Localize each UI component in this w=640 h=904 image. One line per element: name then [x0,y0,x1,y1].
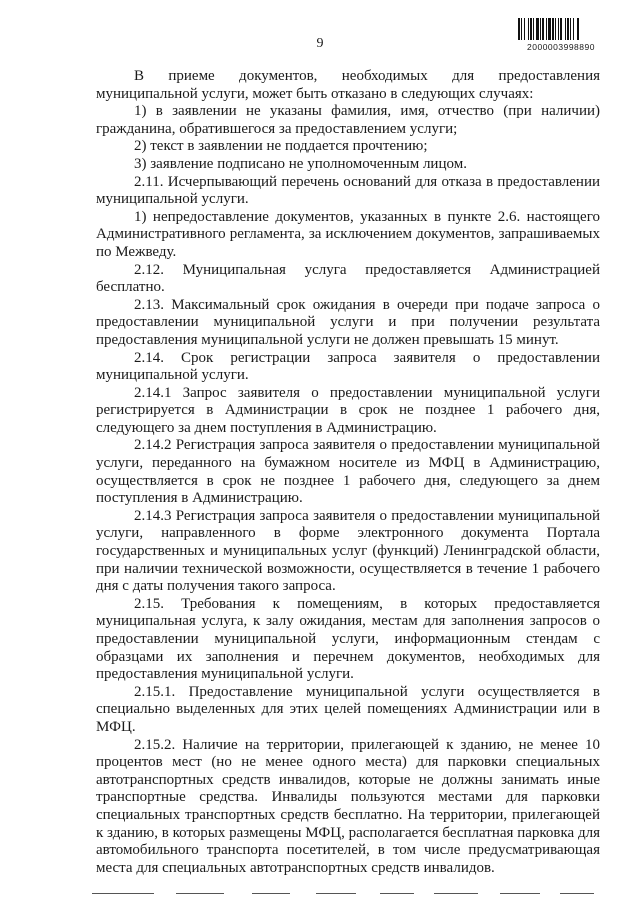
paragraph-2-11-item-1: 1) непредоставление документов, указанных в пункте 2.6. настоящего Административного регламента, за исключением документов, запрашиваемых по Межведу. [96,208,600,260]
footer-mark [500,893,540,894]
footer-mark [92,893,154,894]
paragraph-2-14-3: 2.14.3 Регистрация запроса заявителя о предоставлении муниципальной услуги, направленного в форме электронного документа Портала государственных и муниципальных услуг (функций) Ленинградской области, при наличии технической возможности, осуществляется в течение 1 рабочего дня с даты получения такого запроса. [96,507,600,595]
document-body [96,68,600,877]
paragraph-2-14: 2.14. Срок регистрации запроса заявителя о предоставлении муниципальной услуги. [96,349,600,384]
barcode [518,18,604,60]
paragraph-2-15-1: 2.15.1. Предоставление муниципальной услуги осуществляется в специально выделенных для этих целей помещениях Администрации или в МФЦ. [96,683,600,735]
barcode-bars [518,18,604,40]
list-item-2: 2) текст в заявлении не поддается прочтению; [134,138,428,155]
page-number: 9 [316,36,324,51]
barcode-number: 2000003998890 [527,42,595,52]
footer-mark [560,893,594,894]
paragraph-2-13: 2.13. Максимальный срок ожидания в очереди при подаче запроса о предоставлении муниципальной услуги и при получении результата предоставления муниципальной услуги не должен превышать 15 минут. [96,296,600,348]
barcode-bar [579,18,580,40]
footer-mark [316,893,356,894]
paragraph-2-15: 2.15. Требования к помещениям, в которых предоставляется муниципальная услуга, к залу ожидания, местам для заполнения запросов о предоставлении муниципальной услуги, информационным стендам с образцами их заполнения и перечнем документов, необходимых для предоставления муниципальной услуги. [96,595,600,683]
footer-mark [176,893,224,894]
paragraph-intro: В приеме документов, необходимых для предоставления муниципальной услуги, может быть отказано в следующих случаях: [96,68,600,102]
footer-mark [434,893,478,894]
footer-mark [380,893,414,894]
list-item-1: 1) в заявлении не указаны фамилия, имя, отчество (при наличии) гражданина, обратившегося за предоставлением услуги; [96,103,600,137]
list-item-3: 3) заявление подписано не уполномоченным лицом. [134,155,467,172]
paragraph-2-11: 2.11. Исчерпывающий перечень оснований для отказа в предоставлении муниципальной услуги. [96,173,600,208]
footer-mark [252,893,290,894]
paragraph-2-12: 2.12. Муниципальная услуга предоставляется Администрацией бесплатно. [96,261,600,296]
paragraph-2-14-2: 2.14.2 Регистрация запроса заявителя о предоставлении муниципальной услуги, переданного на бумажном носителе из МФЦ в Администрацию, осуществляется в срок не позднее 1 рабочего дня, следующего за днем поступления в Администрацию. [96,437,600,507]
paragraph-2-14-1: 2.14.1 Запрос заявителя о предоставлении муниципальной услуги регистрируется в Администрации в срок не позднее 1 рабочего дня, следующего за днем поступления в Администрацию. [96,384,600,436]
paragraph-2-15-2: 2.15.2. Наличие на территории, прилегающей к зданию, не менее 10 процентов мест (но не менее одного места) для парковки специальных автотранспортных средств инвалидов, которые не должны занимать иные транспортные средства. Инвалиды пользуются местами для парковки специальных транспортных средств бесплатно. На территории, прилегающей к зданию, в которых размещены МФЦ, располагается бесплатная парковка для автомобильного транспорта посетителей, в том числе предусматривающая места для специальных автотранспортных средств инвалидов. [96,736,600,876]
